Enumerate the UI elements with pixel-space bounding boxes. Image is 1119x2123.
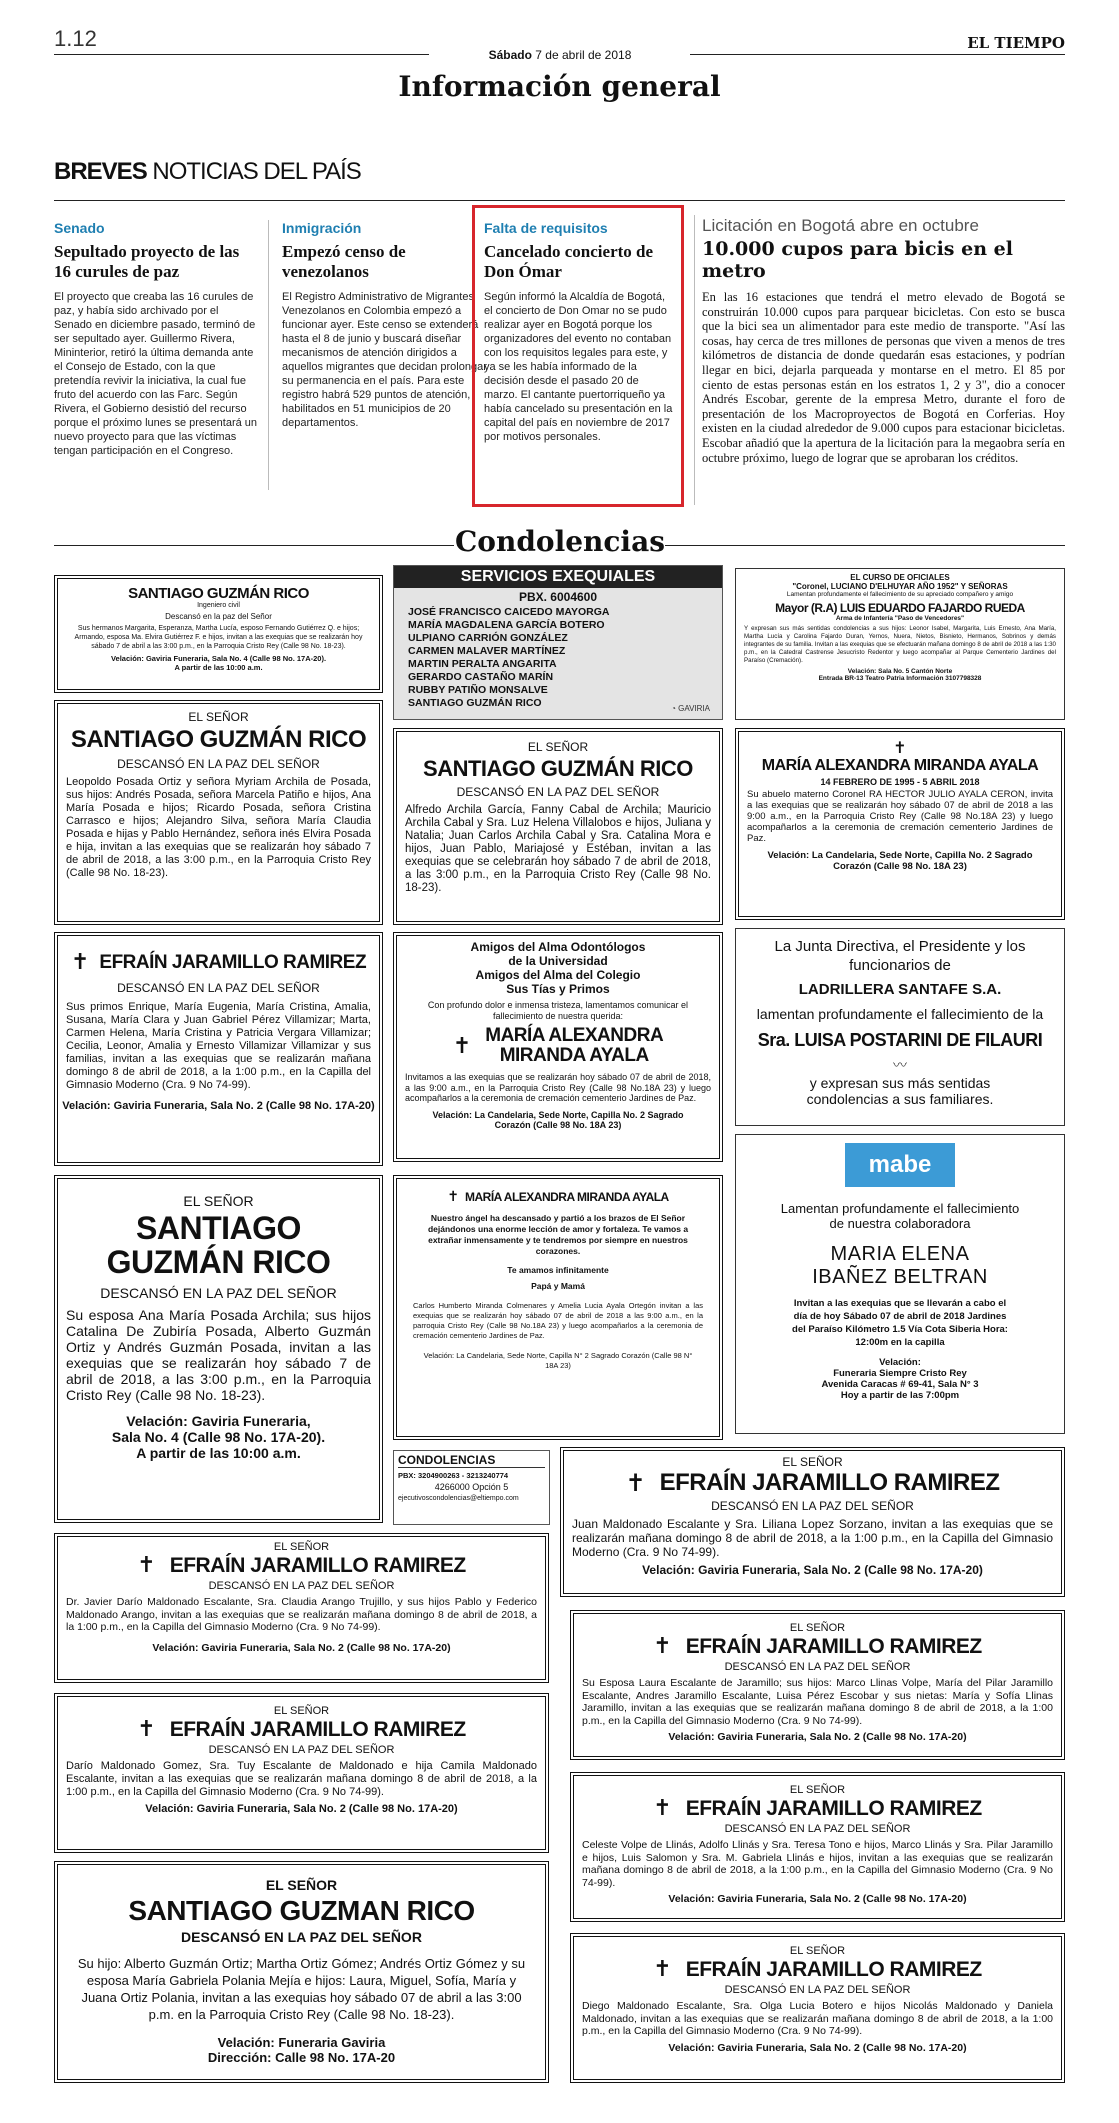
deceased-name: SANTIAGO GUZMÁN RICO [423,756,693,781]
breve-body: El Registro Administrativo de Migrantes Venezolanos en Colombia empezó a funcionar ayer. Este censo se extenderá hasta el 8 de junio y buscará diseñar mecanismos de atención dirigidos a aquellos migrantes que decidan prolongar su permanencia en el país. Para este registro habrá 529 puntos de atención, habilitados en 51 municipios de 20 departamentos. [282,291,487,429]
servicios-exequiales-box [393,565,723,720]
cross-icon: ✝ [137,1717,156,1742]
servicios-name-item: JOSÉ FRANCISCO CAICEDO MAYORGA [408,606,610,618]
profession: Ingeniero civil [197,602,240,609]
senders-4: Sus Tías y Primos [506,982,610,996]
intro-text: Con profundo dolor e inmensa tristeza, lamentamos comunicar el fallecimiento de nuestra querida: [427,1000,689,1021]
dedication-text: Nuestro ángel ha descansado y partió a los brazos de El Señor dejándonos una enorme lección de amor y fortaleza. Te vamos a extrañar inmensamente y te tendremos por siempre en nuestros corazones. [427,1213,689,1256]
senders-2: "Coronel, LUCIANO D'ELHUYAR AÑO 1952" Y SEÑORAS [792,582,1008,591]
obituary-body: Celeste Volpe de Llinás, Adolfo Llinás y Sra. Teresa Tono e hijos, Marco Llinás y Sra. Pilar Jaramillo e hijos, Luis Salomon y Sra. M. Gabriela Llinás e hijos, invitan a las exequias que se realizarán mañana domingo 8 de abril de 2018, a la 1:00 p.m., en la Capilla del Gimnasio Moderno (Cra. 9 No 74-99). [582,1839,1053,1889]
mabe-condolence-box [735,1134,1065,1434]
el-senor: EL SEÑOR [789,1945,846,1957]
velacion: Velación: La Candelaria, Sede Norte, Capilla No. 2 Sagrado Corazón (Calle 98 No. 18A 23) [767,850,1033,872]
deceased-name-first: MARÍA ALEXANDRA [485,1025,664,1046]
company-intro-1: La Junta Directiva, el Presidente y los [774,938,1026,955]
obituary-box [54,1861,549,2083]
feature-headline: 10.000 cupos para bicis en el metro [702,238,1013,282]
el-senor: EL SEÑOR [265,1877,338,1893]
breve-kicker: Falta de requisitos [484,220,608,236]
breve-body: Según informó la Alcaldía de Bogotá, el concierto de Don Omar no se pudo realizar ayer en Bogotá porque los organizadores del evento no contaban con los requisitos legales para este, y ya se les había informado de la decisión desde el pasado 20 de marzo. El cantante puertorriqueño ya había cancelado su presentación en la capital del país en noviembre de 2017 por motivos personales. [484,291,673,443]
feature-body: En las 16 estaciones que tendrá el metro elevado de Bogotá se construirán 10.000 cupos para parquear bicicletas. Con esto se busca que la bici sea un alimentador para este medio de transporte. "Así las cosas, hay cerca de tres millones de personas que viven a menos de tres kilómetros de distancia de donde quedarán esas estaciones, y podrían llegar en bici, dejarla parqueada y montarse en el metro. El 85 por ciento de estas personas están en los estratos 1, 2 y 3", dio a conocer Andrés Escobar, gerente de la empresa Metro, durante el foro de presentación de los Macroproyectos de Bogotá en Corferias. Hoy existen en la ciudad alrededor de 9.000 cupos para estacionar bicicletas. Escobar añadió que la apertura de la licitación para la megaobra sería en octubre próximo, luego de lograr que se aprobaran los créditos. [702,290,1065,465]
obituary-box [393,728,723,925]
servicios-pbx: PBX. 6004600 [518,590,598,604]
company-sympathy-1: y expresan sus más sentidas [809,1075,991,1091]
bird-ornament-icon: 〰 [893,1059,907,1074]
velacion-entrance: Entrada BR-13 Teatro Patria Información 3107798328 [818,675,982,682]
rest-text: DESCANSÓ EN LA PAZ DEL SEÑOR [711,1499,914,1513]
deceased-name: EFRAÍN JARAMILLO RAMIREZ [659,1469,1000,1496]
deceased-name: MARÍA ALEXANDRA MIRANDA AYALA [761,757,1039,774]
contact-pbx: PBX: 3204900263 - 3213240774 [398,1471,509,1480]
velacion: Velación: Gaviria Funeraria, Sala No. 2 (Calle 98 No. 17A-20) [145,1803,458,1815]
company-sympathy-2: condolencias a sus familiares. [806,1091,994,1107]
senders-2: de la Universidad [508,954,608,968]
gaviria-logo: ◔ GAVIRIA [671,704,710,713]
breve-kicker: Inmigración [282,220,362,236]
obituary-body: Su esposa Ana María Posada Archila; sus hijos Catalina De Zubiría Posada, Alberto Guzmán Ortiz y Andrés Guzmán Posada, invitan a las exequias que se realizarán hoy sábado 7 de abril de 2018, a las 3:00 p.m., en la Parroquia Cristo Rey (Calle 98 No. 18-23). [66,1307,371,1403]
cross-icon: ✝ [452,1033,472,1059]
obituary-box [393,932,723,1162]
velacion: Velación: La Candelaria, Sede Norte, Capilla No. 2 Sagrado Corazón (Calle 98 No. 18A 23) [432,1109,684,1130]
cross-icon: ✝ [70,950,90,975]
velacion: Velación: Gaviria Funeraria, Sala No. 2 (Calle 98 No. 17A-20) [642,1563,983,1577]
velacion: Velación: Gaviria Funeraria, Sala No. 2 (Calle 98 No. 17A-20) [668,1893,967,1905]
obituary-box [54,1175,383,1523]
obituary-body: Juan Maldonado Escalante y Sra. Liliana Lopez Sorzano, invitan a las exequias que se realizarán mañana domingo 8 de abril de 2018, a la 1:00 p.m., en la Capilla del Gimnasio Moderno (Cra. 9 No 74-99). [572,1517,1053,1559]
rest-text: DESCANSÓ EN LA PAZ DEL SEÑOR [100,1285,337,1301]
company-name: LADRILLERA SANTAFE S.A. [798,981,1002,998]
company-intro-2: funcionarios de [849,957,951,974]
velacion: Velación: La Candelaria, Sede Norte, Capilla N° 2 Sagrado Corazón (Calle 98 N° 18A 23) [423,1351,693,1370]
obituary-box [54,1533,549,1683]
company-condolence-box [735,928,1065,1126]
servicios-title: SERVICIOS EXEQUIALES [394,566,722,588]
date-line: Sábado 7 de abril de 2018 [488,48,632,62]
servicios-name-item: CARMEN MALAVER MARTÍNEZ [408,645,566,657]
velacion: Velación: Funeraria Gaviria [217,2035,386,2050]
velacion: Velación: Gaviria Funeraria, [126,1413,311,1429]
deceased-name: EFRAÍN JARAMILLO RAMIREZ [685,1957,982,1981]
obituary-body: Su hijo: Alberto Guzmán Ortiz; Martha Ortiz Gómez; Andrés Ortiz Gómez y su esposa María Gabriela Polania Mejía e hijos: Laura, Miguel, Sofía, María y Juana Ortiz Polania, invitan a las exequias hoy sábado 07 de abril a las 3:00 p.m. en la Parroquia Cristo Rey (Calle 98 No. 18-23). [77,1956,526,2022]
obituary-box [570,1933,1065,2083]
el-senor: EL SEÑOR [527,740,589,754]
obituary-box [735,568,1065,720]
deceased-name: SANTIAGO GUZMÁN RICO [128,585,309,602]
condolencias-contact-box [393,1450,550,1525]
obituary-body: Darío Maldonado Gomez, Sra. Tuy Escalante de Maldonado e hija Camila Maldonado Escalante, invitan a las exequias que se realizarán mañana domingo 8 de abril de 2018, a la 1:00 p.m., en la Capilla del Gimnasio Moderno (Cra. 9 No 74-99). [66,1760,537,1798]
velacion: Velación: Gaviria Funeraria, Sala No. 2 (Calle 98 No. 17A-20) [62,1100,375,1112]
velacion: Velación: Gaviria Funeraria, Sala No. 2 (Calle 98 No. 17A-20) [668,1731,967,1743]
breve-headline: Cancelado concierto de Don Ómar [484,242,654,281]
deceased-name-last: MIRANDA AYALA [499,1045,649,1066]
contact-phone: 4266000 Opción 5 [434,1482,509,1492]
senders-1: EL CURSO DE OFICIALES [850,573,950,582]
deceased-name: MARÍA ALEXANDRA MIRANDA AYALA [465,1190,669,1204]
rest-text: DESCANSÓ EN LA PAZ DEL SEÑOR [724,1823,911,1835]
breve-body: El proyecto que creaba las 16 curules de paz, y había sido archivado por el Senado en diciembre pasado, terminó de ser sepultado ayer. Guillermo Rivera, Mininterior, retiró la última demanda ante el Consejo de Estado, con la que pretendía revivir la iniciativa, la cual fue fruto del acuerdo con las Farc. Según Rivera, el Gobierno desistió del recurso porque el próximo lunes se presentará un nuevo proyecto para que las víctimas tengan participación en el Congreso. [54,291,258,457]
obituary-box [560,1447,1065,1597]
mabe-lament-1: Lamentan profundamente el fallecimiento [780,1201,1020,1216]
obituary-box [570,1610,1065,1760]
rest-text: DESCANSÓ EN LA PAZ DEL SEÑOR [724,1661,911,1673]
section-title: Información general [398,70,721,103]
obituary-body: Dr. Javier Darío Maldonado Escalante, Sra. Claudia Arango Trujillo, y sus hijos Pablo y Federico Maldonado Arango, invitan a las exequias que se realizarán mañana domingo 8 de abril de 2018, a la 1:00 p.m., en la Capilla del Gimnasio Moderno (Cra. 9 No 74-99). [66,1596,537,1633]
obituary-box [54,1693,549,1853]
deceased-name-first: SANTIAGO [136,1210,301,1246]
deceased-name: EFRAÍN JARAMILLO RAMIREZ [169,1717,466,1741]
obituary-box [54,932,383,1166]
servicios-name-item: MARTIN PERALTA ANGARITA [408,658,557,670]
servicios-names [394,606,722,710]
velacion-hour: A partir de las 10:00 a.m. [136,1445,301,1461]
deceased-name: Sra. LUISA POSTARINI DE FILAURI [757,1030,1043,1050]
el-senor: EL SEÑOR [273,1541,330,1553]
servicios-name-item: RUBBY PATIÑO MONSALVE [408,684,548,696]
rest-text: DESCANSÓ EN LA PAZ DEL SEÑOR [724,1984,911,1996]
obituary-body: Diego Maldonado Escalante, Sra. Olga Lucia Botero e hijos Nicolás Maldonado y Daniela Maldonado, invitan a las exequias que se realizarán mañana domingo 8 de abril de 2018, a la 1:00 p.m., en la Capilla del Gimnasio Moderno (Cra. 9 No 74-99). [582,2000,1053,2037]
cross-icon: ✝ [653,1634,672,1659]
rest-text: DESCANSÓ EN LA PAZ DEL SEÑOR [181,1929,422,1945]
deceased-name: SANTIAGO GUZMAN RICO [128,1895,475,1926]
breve-headline: Empezó censo de venezolanos [282,242,406,281]
obituary-body: Carlos Humberto Miranda Colmenares y Amelia Lucia Ayala Ortegón invitan a las exequias que se realizarán hoy sábado 07 de abril de 2018 a las 9:00 a.m., en la parroquia Cristo Rey (Calle 98 No.18A 23) y luego acompañarlos a la ceremonia de cremación cementerio Jardines de Paz. [413,1301,703,1340]
servicios-name-item: ULPIANO CARRIÓN GONZÁLEZ [408,632,568,644]
el-senor: EL SEÑOR [789,1784,846,1796]
deceased-name-last: IBAÑEZ BELTRAN [812,1266,988,1288]
velacion: Velación: Gaviria Funeraria, Sala No. 4 (Calle 98 No. 17A-20). [110,654,327,663]
condolencias-title: Condolencias [455,525,665,558]
cross-icon: ✝ [137,1553,156,1578]
page-number: 1.12 [54,26,97,51]
breves-label: BREVES NOTICIAS DEL PAÍS [54,158,361,185]
velacion-address: Dirección: Calle 98 No. 17A-20 [207,2050,396,2065]
deceased-name: SANTIAGO GUZMÁN RICO [70,726,367,753]
el-senor: EL SEÑOR [789,1622,846,1634]
senders-3: Amigos del Alma del Colegio [475,968,641,982]
obituary-body: Y expresan sus más sentidas condolencias a sus hijos: Leonor Isabel, Margarita, Luis Ernesto, Ana María, Martha Lucía y Carolina Fajardo Duran, Yernos, Nuera, Nietos, Bisnieto, Hermanos, Sobrinos y demás integrantes de su familia. Invitan a las exequias que se efectuarán mañana domingo 8 de abril de 2018 a las 1:30 p.m., en la Catedral Castrense Jesucristo Redentor y luego acompañar al Parque Cementerio Jardines del Paraíso (Cremación). [744,625,1056,664]
breve-kicker: Senado [54,220,105,236]
rest-text: DESCANSÓ EN LA PAZ DEL SEÑOR [117,757,320,771]
obituary-body: Su Esposa Laura Escalante de Jaramillo; sus hijos: Marco Llinas Volpe, María del Pilar Jaramillo Escalante, Andres Jaramillo Escalante, Luisa Pérez Escobar y sus nietas: María y Sofía Llinas Jaramillo, invitan a las exequias que se realizarán mañana domingo 8 de abril de 2018, a la 1:00 p.m., en la Capilla del Gimnasio Moderno (Cra. 9 No 74-99). [582,1677,1053,1727]
cross-icon: ✝ [893,738,907,757]
breve-don-omar [484,220,674,510]
rest-text: DESCANSÓ EN LA PAZ DEL SEÑOR [117,981,320,995]
mabe-lament-2: de nuestra colaboradora [829,1216,971,1231]
velacion: Velación: Gaviria Funeraria, Sala No. 2 (Calle 98 No. 17A-20) [152,1641,451,1654]
obituary-body: Leopoldo Posada Ortiz y señora Myriam Archila de Posada, sus hijos: Andrés Posada, señora Marcela Patiño e hijos, Ana María Posada e hijos; Ricardo Posada, señora Cristina Carrasco e hijos; Alejandro Silva, señora María Claudia Posada e hijas y Pablo Hernández, señora inés Elvira Posada e hija, invitan a las exequias que se realizarán hoy sábado 7 de abril de 2018, a las 3:00 p.m., en la Parroquia Cristo Rey (Calle 98 No. 18-23). [66,776,371,879]
love-text: Te amamos infinitamente [507,1265,609,1275]
el-senor: EL SEÑOR [782,1455,843,1469]
el-senor: EL SEÑOR [188,710,249,724]
velacion-hour: Hoy a partir de las 7:00pm [840,1390,960,1401]
military-arm: Arma de Infantería "Paso de Vencedores" [835,615,965,622]
obituary-body: Invitamos a las exequias que se realizarán hoy sábado 07 de abril de 2018, a las 9:00 a.m., en la Parroquia Cristo Rey (Calle 98 No.18A 23) y luego acompañarlos a la ceremonia de cremación cementerio Jardines de Paz. [405,1072,711,1103]
cross-icon: ✝ [447,1189,459,1205]
rest-text: DESCANSÓ EN LA PAZ DEL SEÑOR [208,1580,395,1592]
feature-metro [702,216,1065,465]
servicios-name-item: GERARDO CASTAÑO MARÍN [408,671,554,683]
senders-1: Amigos del Alma Odontólogos [470,940,646,954]
velacion: Velación: [879,1357,921,1368]
obituary-box [570,1772,1065,1922]
deceased-name: EFRAÍN JARAMILLO RAMIREZ [685,1796,982,1820]
feature-kicker: Licitación en Bogotá abre en octubre [702,216,979,235]
life-dates: 14 FEBRERO DE 1995 - 5 ABRIL 2018 [820,777,980,787]
rest-text: Descansó en la paz del Señor [165,612,272,621]
el-senor: EL SEÑOR [273,1705,330,1717]
deceased-name: EFRAÍN JARAMILLO RAMIREZ [685,1634,982,1658]
contact-title: CONDOLENCIAS [398,1453,545,1468]
parents-signature: Papá y Mamá [531,1281,585,1291]
velacion-address: Avenida Caracas # 69-41, Sala N° 3 [821,1379,979,1390]
velacion-sala: Sala No. 4 (Calle 98 No. 17A-20). [111,1429,326,1445]
obituary-body: Sus hermanos Margarita, Esperanza, Martha Lucía, esposo Fernando Gutiérrez Q. e hijos; Armando, esposa Ma. Elvira Gutiérrez F. e hijos, invitan a las exequias que se realizarán hoy sábado 7 de abril a las 3:00 p.m., en la Parroquia Cristo Rey (Calle 98 No. 18-23). [74,625,363,650]
deceased-name: Mayor (R.A) LUIS EDUARDO FAJARDO RUEDA [775,601,1025,615]
deceased-name: EFRAÍN JARAMILLO RAMIREZ [99,951,367,973]
velacion-hour: A partir de las 10:00 a.m. [174,663,263,672]
cross-icon: ✝ [625,1469,646,1497]
mabe-logo: mabe [845,1143,955,1187]
obituary-box [54,575,383,693]
intro-text: Lamentan profundamente el fallecimiento de su apreciado compañero y amigo [786,591,1014,598]
obituary-box [735,728,1065,920]
servicios-name-item: MARÍA MAGDALENA GARCÍA BOTERO [408,619,605,631]
deceased-name-first: MARIA ELENA [830,1243,970,1265]
velacion-place: Funeraria Siempre Cristo Rey [833,1368,967,1379]
velacion: Velación: Gaviria Funeraria, Sala No. 2 (Calle 98 No. 17A-20) [668,2041,967,2054]
contact-email[interactable]: ejecutivoscondolencias@eltiempo.com [398,1495,519,1502]
cross-icon: ✝ [653,1796,672,1821]
cross-icon: ✝ [653,1957,672,1982]
breve-inmigracion [282,220,487,510]
rest-text: DESCANSÓ EN LA PAZ DEL SEÑOR [456,785,660,799]
obituary-box [393,1175,723,1440]
brand-logo: EL TIEMPO [967,34,1065,52]
obituary-box [54,700,383,925]
breve-senado [54,220,259,510]
obituary-body: Alfredo Archila García, Fanny Cabal de Archila; Mauricio Archila Cabal y Sra. Luz Helena Villalobos e hijos, Juliana y Natalia; Juan Carlos Archila Cabal y Sra. Catalina Mora e hijos, Juan Pablo, Mariajosé y Estéban, invitan a las exequias que se celebrarán hoy sábado 7 de abril de 2018, a las 3:00 p.m., en la Parroquia Cristo Rey (Calle 98 No. 18-23). [405,804,711,894]
rest-text: DESCANSÓ EN LA PAZ DEL SEÑOR [208,1744,395,1756]
obituary-body: Sus primos Enrique, María Eugenia, María Cristina, Amalia, Susana, María Clara y Juan Gabriel Pérez Villamizar; Marta, Carmen Helena, María Cristina y Patricia Vergara Villamizar; Cecilia, Leonor, Amalia y Ernesto Villamizar Villamizar y sus familias, invitan a las exequias que se realizarán mañana domingo 8 de abril de 2018, a la 1:00 p.m., en la Capilla del Gimnasio Moderno (Cra. 9 No 74-99). [66,1001,371,1091]
company-lament: lamentan profundamente el fallecimiento de la [756,1006,1044,1022]
obituary-body: Su abuelo materno Coronel RA HECTOR JULIO AYALA CERON, invita a las exequias que se realizarán hoy sábado 07 de abril de 2018 a las 9:00 a.m., en la Parroquia Cristo Rey (Calle 98 No.18A 23) y luego acompañarlos a la ceremonia de cremación cementerio Jardines de Paz. [747,789,1053,844]
servicios-name-item: SANTIAGO GUZMÁN RICO [408,697,542,709]
deceased-name: EFRAÍN JARAMILLO RAMIREZ [169,1553,466,1577]
velacion: Velación: Sala No. 5 Cantón Norte [847,668,953,675]
mabe-invitation: Invitan a las exequias que se llevarán a cabo el día de hoy Sábado 07 de abril de 2018 Jardines del Paraíso Kilómetro 1.5 Vía Cota Siberia Hora: 12:00m en la capilla [792,1298,1008,1348]
breve-headline: Sepultado proyecto de las 16 curules de paz [54,242,240,281]
el-senor: EL SEÑOR [183,1193,254,1209]
deceased-name-last: GUZMÁN RICO [106,1244,331,1280]
